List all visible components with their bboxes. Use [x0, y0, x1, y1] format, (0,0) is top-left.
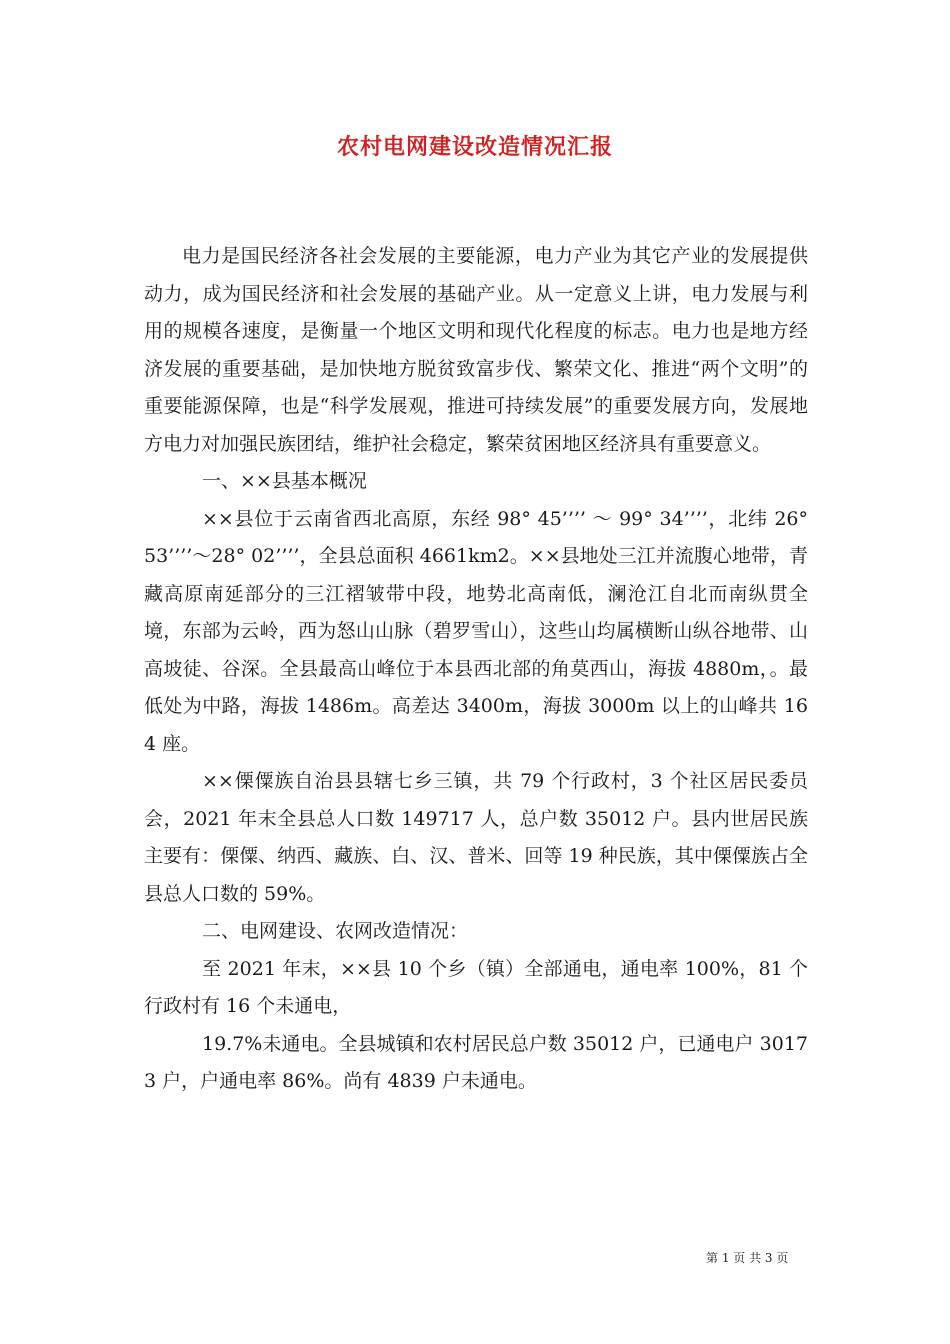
- document-body: [144, 238, 808, 1101]
- paragraph-electrification: 至 2021 年末，××县 10 个乡（镇）全部通电，通电率 100%，81 个行政村有 16 个未通电，: [144, 957, 808, 1017]
- section-heading-2: 二、电网建设、农网改造情况：: [202, 920, 469, 942]
- paragraph-population: ××傈僳族自治县县辖七乡三镇，共 79 个行政村，3 个社区居民委员会，2021 年末全县总人口数 149717 人，总户数 35012 户。县内世居民族主要有：傈僳、纳西、藏族、白、汉、普米、回等 19 种民族，其中傈僳族占全县总人口数的 59%。: [144, 770, 808, 905]
- paragraph-geography: ××县位于云南省西北高原，东经 98° 45’’’’ ～ 99° 34’’’’，北纬 26° 53’’’’～28° 02’’’’，全县总面积 4661km2。××县地处三江并流腹心地带，青藏高原南延部分的三江褶皱带中段，地势北高南低，澜沧江自北而南纵贯全境，东部为云岭，西为怒山山脉（碧罗雪山），这些山均属横断山纵谷地带、山高坡徒、谷深。全县最高山峰位于本县西北部的角莫西山，海拔 4880m，。最低处为中路，海拔 1486m。高差达 3400m，海拔 3000m 以上的山峰共 164 座。: [144, 507, 808, 755]
- document-title: 农村电网建设改造情况汇报: [336, 135, 613, 160]
- section-heading-1: 一、××县基本概况: [202, 470, 367, 492]
- paragraph-intro: 电力是国民经济各社会发展的主要能源，电力产业为其它产业的发展提供动力，成为国民经济和社会发展的基础产业。从一定意义上讲，电力发展与利用的规模各速度，是衡量一个地区文明和现代化程度的标志。电力也是地方经济发展的重要基础，是加快地方脱贫致富步伐、繁荣文化、推进“两个文明”的重要能源保障，也是“科学发展观，推进可持续发展”的重要发展方向，发展地方电力对加强民族团结，维护社会稳定，繁荣贫困地区经济具有重要意义。: [144, 245, 808, 455]
- paragraph-household-power: 19.7%未通电。全县城镇和农村居民总户数 35012 户，已通电户 30173 户，户通电率 86%。尚有 4839 户未通电。: [144, 1032, 808, 1092]
- page-number-footer: 第 1 页 共 3 页: [706, 1251, 789, 1265]
